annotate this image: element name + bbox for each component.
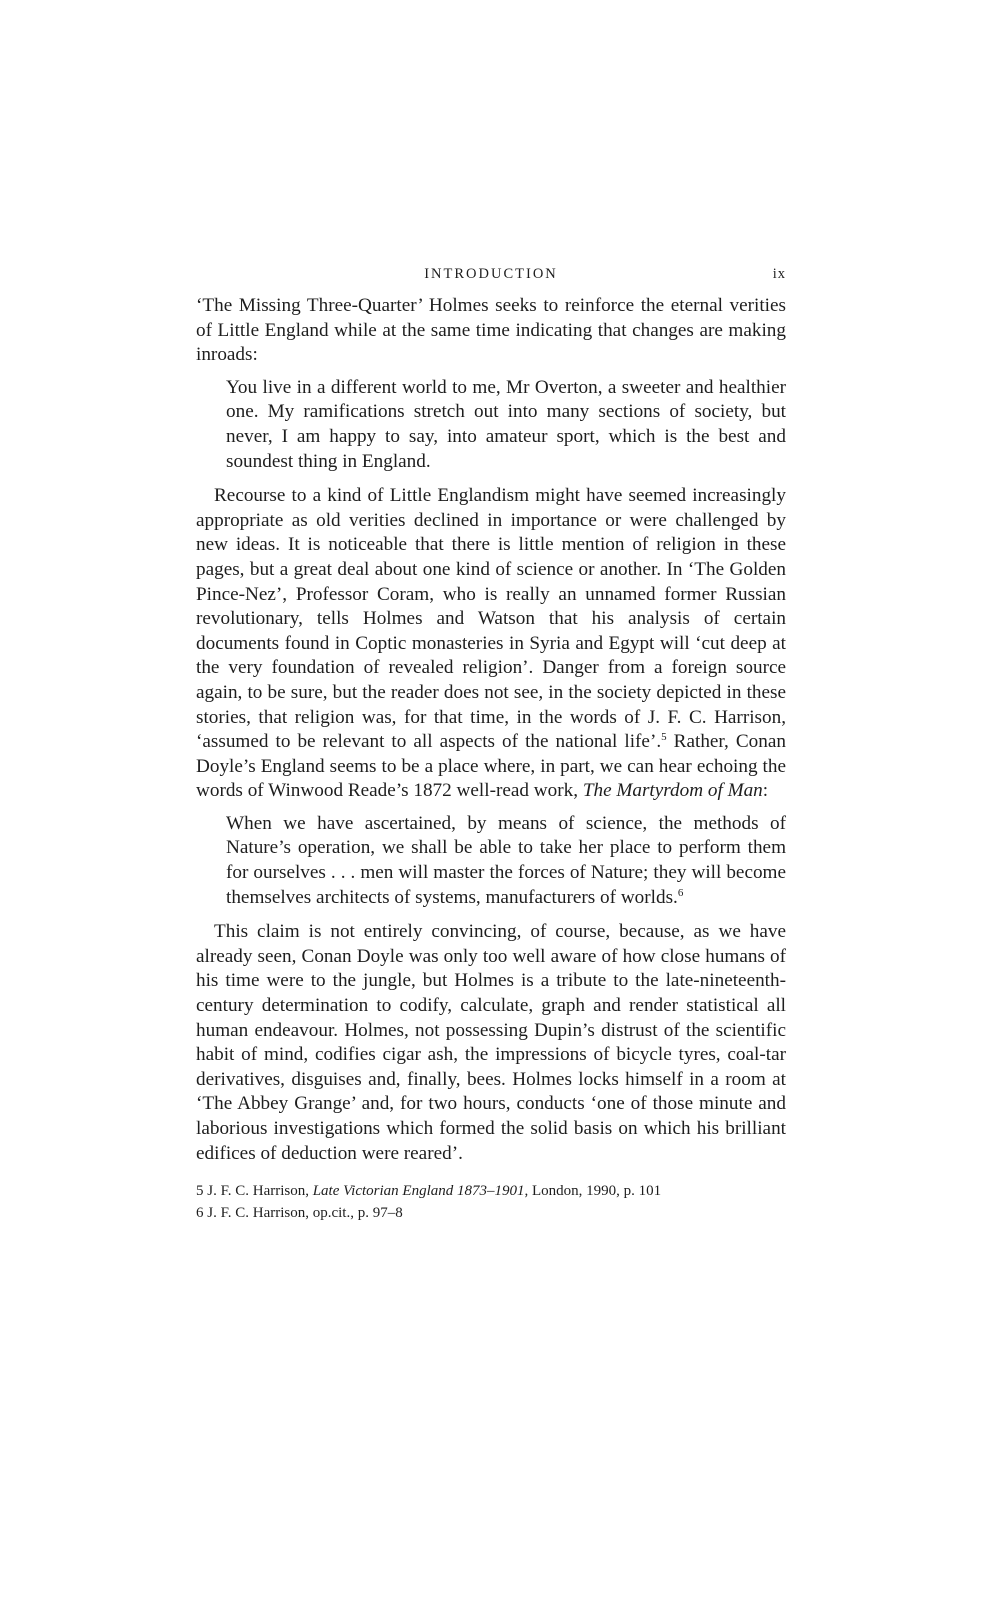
paragraph-holmes-tribute: This claim is not entirely convincing, of course, because, as we have already seen, Conan Doyle was only too well aware of how close humans of his time were to the jungle, but Holmes is a tribute to the late-nineteenth-century determination to codify, calculate, graph and render statistical all human endeavour. Holmes, not possessing Dupin’s distrust of the scientific habit of mind, codifies cigar ash, the impressions of bicycle tyres, coal-tar derivatives, disguises and, finally, bees. Holmes locks himself in a room at ‘The Abbey Grange’ and, for two hours, conducts ‘one of those minute and laborious investigations which formed the solid basis on which his brilliant edifices of deduction were reared’. (196, 921, 786, 1164)
page-number: ix (772, 266, 786, 282)
paragraph-text-part-2: Rather, Conan Doyle’s England seems to be a place where, in part, we can hear echoing the words of Winwood Reade’s 1872 well-read work, (196, 731, 786, 802)
paragraph-missing-three-quarter: ‘The Missing Three-Quarter’ Holmes seeks to reinforce the eternal verities of Little England while at the same time indicating that changes are making inroads: (196, 295, 786, 366)
footnote-number: 6 (196, 1205, 204, 1222)
book-title-martyrdom-of-man: The Martyrdom of Man (582, 780, 763, 802)
footnote-book-title: Late Victorian England 1873–1901 (312, 1183, 525, 1200)
paragraph-text-part-3: : (762, 780, 769, 802)
footnote-ref-5: 5 (661, 731, 667, 744)
running-head (196, 262, 786, 288)
book-page (196, 262, 786, 1224)
footnote-number: 5 (196, 1183, 204, 1200)
block-quote-overton: You live in a different world to me, Mr Overton, a sweeter and healthier one. My ramifications stretch out into many sections of society, but never, I am happy to say, into amateur sport, which is the best and soundest thing in England. (226, 376, 786, 472)
footnote-text: J. F. C. Harrison, (203, 1183, 313, 1200)
footnotes (196, 1180, 786, 1224)
footnote-text-end: , London, 1990, p. 101 (524, 1183, 662, 1200)
paragraph-little-englandism (196, 484, 786, 804)
footnote-ref-6: 6 (677, 886, 684, 899)
block-quote-reade (226, 812, 786, 910)
running-head-title: INTRODUCTION (424, 266, 558, 282)
footnote-5 (196, 1180, 786, 1202)
footnote-6 (196, 1202, 786, 1224)
footnote-text: J. F. C. Harrison, op.cit., p. 97–8 (203, 1205, 403, 1222)
paragraph-text-part-1: Recourse to a kind of Little Englandism might have seemed increasingly appropriate as old verities declined in importance or were challenged by new ideas. It is noticeable that there is little mention of religion in these pages, but a great deal about one kind of science or another. In ‘The Golden Pince-Nez’, Professor Coram, who is really an unnamed former Russian revolutionary, tells Holmes and Watson that his analysis of certain documents found in Coptic monasteries in Syria and Egypt will ‘cut deep at the very foundation of revealed religion’. Danger from a foreign source again, to be sure, but the reader does not see, in the society depicted in these stories, that religion was, for that time, in the words of J. F. C. Harrison, ‘assumed to be relevant to all aspects of the national life’. (196, 485, 786, 753)
block-quote-text: When we have ascertained, by means of science, the methods of Nature’s operation, we shall be able to take her place to perform them for ourselves . . . men will master the forces of Nature; they will become themselves architects of systems, manufacturers of worlds. (226, 812, 786, 908)
